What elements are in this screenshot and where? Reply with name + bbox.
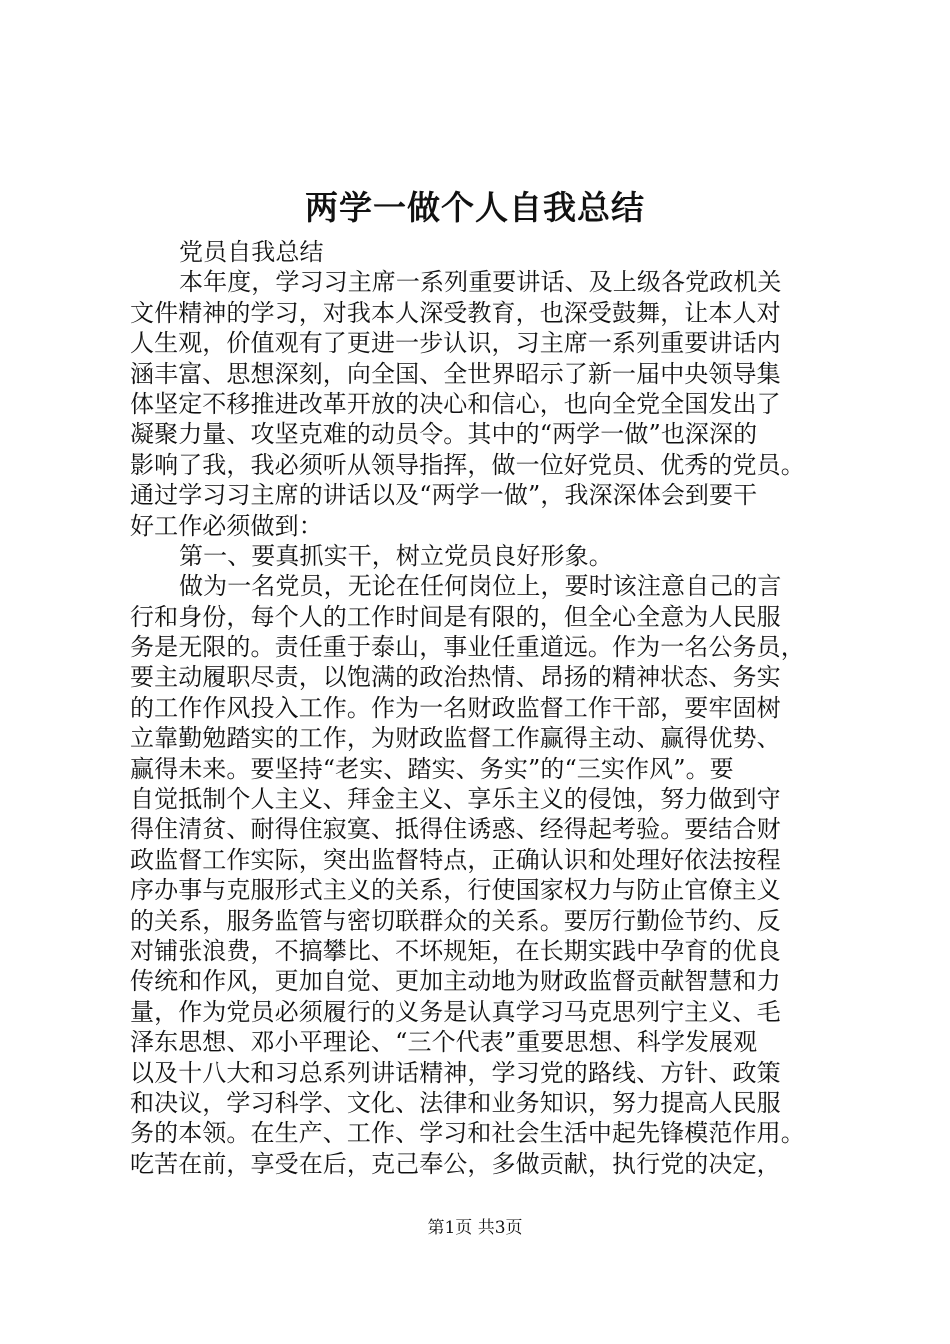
document-title: 两学一做个人自我总结 [305, 188, 645, 227]
paragraph-line: 好工作必须做到： [130, 511, 323, 540]
paragraph-line: 得住清贫、耐得住寂寞、抵得住诱惑、经得起考验。要结合财 [130, 815, 781, 844]
paragraph-line: 赢得未来。要坚持“老实、踏实、务实”的“三实作风”。要 [130, 754, 734, 783]
paragraph-line: 凝聚力量、攻坚克难的动员令。其中的“两学一做”也深深的 [130, 420, 758, 449]
paragraph-line: 行和身份，每个人的工作时间是有限的，但全心全意为人民服 [130, 602, 781, 631]
paragraph-line: 泽东思想、邓小平理论、“三个代表”重要思想、科学发展观 [130, 1028, 758, 1057]
paragraph-line: 对铺张浪费，不搞攀比、不坏规矩，在长期实践中孕育的优良 [130, 936, 781, 965]
paragraph-first-line: 党员自我总结 [179, 238, 324, 266]
paragraph-line: 务是无限的。责任重于泰山，事业任重道远。作为一名公务员， [130, 633, 805, 662]
paragraph-line: 政监督工作实际，突出监督特点，正确认识和处理好依法按程 [130, 845, 781, 874]
paragraph-line: 的工作作风投入工作。作为一名财政监督工作干部，要牢固树 [130, 693, 781, 722]
paragraph-line: 序办事与克服形式主义的关系，行使国家权力与防止官僚主义 [130, 876, 781, 905]
paragraph-line: 和决议，学习科学、文化、法律和业务知识，努力提高人民服 [130, 1088, 781, 1117]
paragraph-line: 涵丰富、思想深刻，向全国、全世界昭示了新一届中央领导集 [130, 359, 781, 388]
paragraph-line: 自觉抵制个人主义、拜金主义、享乐主义的侵蚀，努力做到守 [130, 785, 781, 814]
paragraph-line: 传统和作风，更加自觉、更加主动地为财政监督贡献智慧和力 [130, 967, 781, 996]
paragraph-line: 吃苦在前，享受在后，克己奉公，多做贡献，执行党的决定， [130, 1149, 781, 1178]
paragraph-first-line: 本年度，学习习主席一系列重要讲话、及上级各党政机关 [179, 268, 782, 297]
paragraph-line: 量，作为党员必须履行的义务是认真学习马克思列宁主义、毛 [130, 997, 781, 1026]
paragraph-line: 文件精神的学习，对我本人深受教育，也深受鼓舞，让本人对 [130, 298, 781, 327]
paragraph-line: 的关系，服务监管与密切联群众的关系。要厉行勤俭节约、反 [130, 906, 781, 935]
document-body [130, 237, 830, 1179]
paragraph-line: 立靠勤勉踏实的工作，为财政监督工作赢得主动、赢得优势、 [130, 724, 781, 753]
paragraph-first-line: 第一、要真抓实干，树立党员良好形象。 [179, 541, 613, 570]
paragraph-line: 要主动履职尽责，以饱满的政治热情、昂扬的精神状态、务实 [130, 663, 781, 692]
paragraph-line: 体坚定不移推进改革开放的决心和信心，也向全党全国发出了 [130, 389, 781, 418]
paragraph-line: 以及十八大和习总系列讲话精神，学习党的路线、方针、政策 [130, 1058, 781, 1087]
page-footer: 第1页 共3页 [427, 1218, 523, 1238]
paragraph-line: 务的本领。在生产、工作、学习和社会生活中起先锋模范作用。 [130, 1119, 805, 1148]
paragraph-line: 人生观，价值观有了更进一步认识，习主席一系列重要讲话内 [130, 329, 781, 358]
paragraph-line: 影响了我，我必须听从领导指挥，做一位好党员、优秀的党员。 [130, 450, 805, 479]
paragraph-line: 通过学习习主席的讲话以及“两学一做”，我深深体会到要干 [130, 481, 758, 510]
paragraph-first-line: 做为一名党员，无论在任何岗位上，要时该注意自己的言 [179, 572, 782, 601]
